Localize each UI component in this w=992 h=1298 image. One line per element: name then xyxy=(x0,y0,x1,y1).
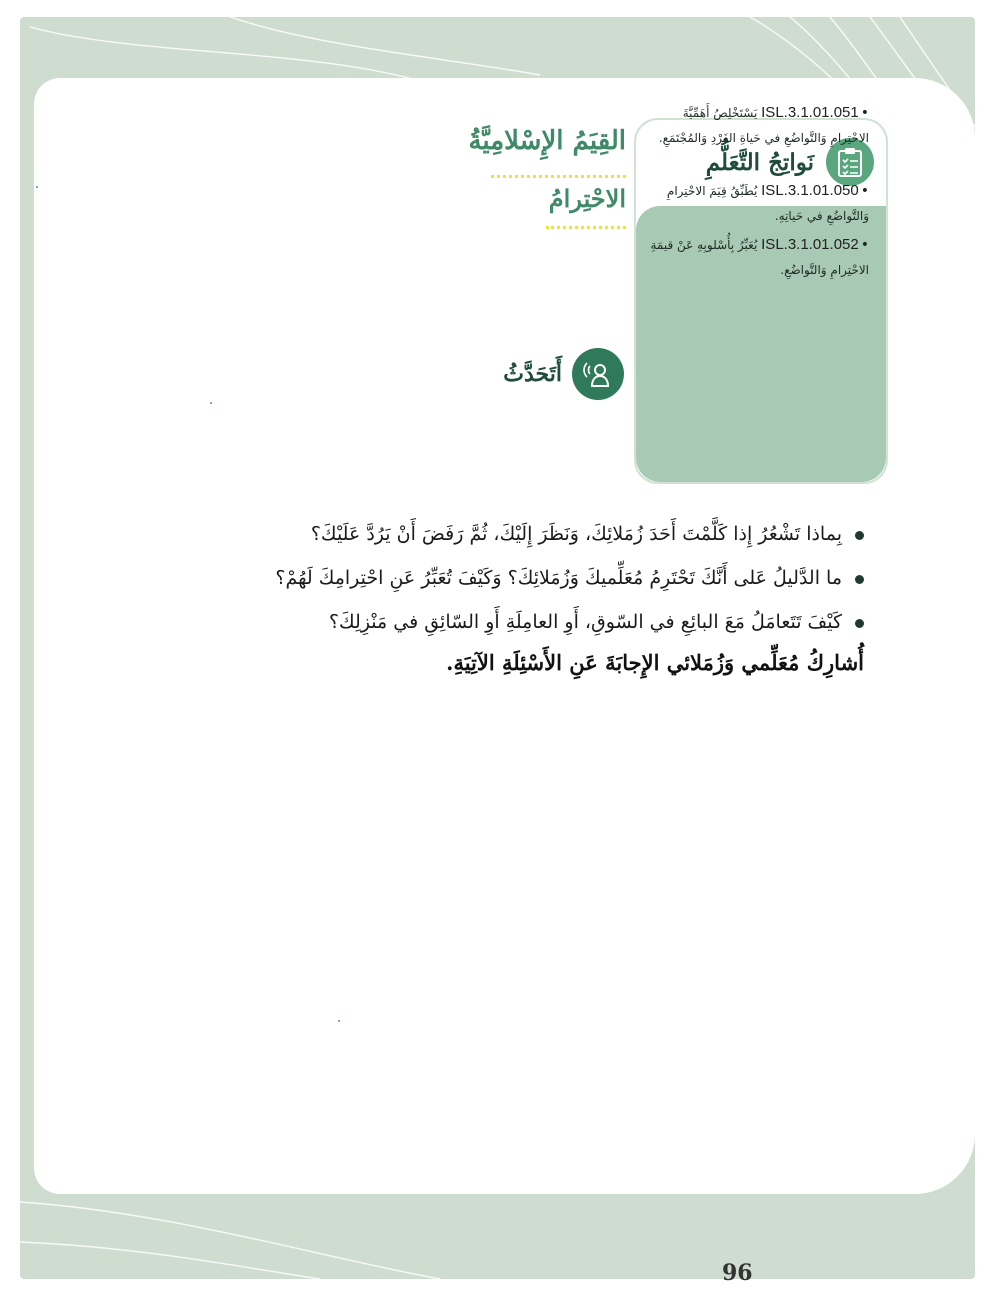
question-text: كَيْفَ تَتَعامَلُ مَعَ البائِعِ في السّوقِ، أَوِ العامِلَةِ أَوِ السّائِقِ في مَنْزِلِكَ؟ xyxy=(328,611,842,633)
speak-section-header xyxy=(503,348,624,400)
bullet xyxy=(855,575,864,584)
outcome-code: ISL.3.1.01.052 xyxy=(761,236,859,253)
scan-speck xyxy=(338,1020,340,1022)
speaking-person-icon xyxy=(572,348,624,400)
bullet xyxy=(855,619,864,628)
scan-speck xyxy=(210,402,212,404)
speak-label: أَتَحَدَّثُ xyxy=(503,361,562,387)
outcome-item xyxy=(644,100,869,151)
outcome-text: يُطَبِّقُ قِيَمَ الاحْتِرامِ وَالتَّواضُعِ في حَياتِهِ. xyxy=(666,184,869,223)
share-prompt: أُشارِكُ مُعَلِّمي وَزُمَلائي الإِجابَةَ عَنِ الأَسْئِلَةِ الآتِيَةِ. xyxy=(446,650,864,675)
outcomes-title: نَواتِجُ التَّعَلُّمِ xyxy=(705,148,814,176)
highlight-dots xyxy=(546,226,626,229)
bullet: • xyxy=(860,237,869,253)
lesson-title: الاحْتِرامُ xyxy=(548,184,626,213)
bullet xyxy=(855,531,864,540)
question-item xyxy=(164,556,864,600)
bullet: • xyxy=(860,183,869,199)
subject-title: القِيَمُ الإِسْلامِيَّةُ xyxy=(468,126,626,156)
page-number: 96 xyxy=(722,1260,753,1286)
outcome-code: ISL.3.1.01.050 xyxy=(761,182,859,199)
outcome-code: ISL.3.1.01.051 xyxy=(761,104,859,121)
discussion-questions xyxy=(164,512,864,644)
outcome-text: يَسْتَخْلِصُ أَهَمِّيَّةَ الاحْتِرامِ وَالتَّواضُعِ في حَياةِ الفَرْدِ وَالمُجْتَمَعِ. xyxy=(658,106,869,145)
scan-speck xyxy=(36,186,38,188)
highlight-dots xyxy=(491,175,626,178)
bullet: • xyxy=(860,105,869,121)
question-text: ما الدَّليلُ عَلى أَنَّكَ تَحْتَرِمُ مُعَلِّميكَ وَزُمَلائِكَ؟ وَكَيْفَ تُعَبِّرُ عَنِ احْتِرامِكَ لَهُمْ؟ xyxy=(275,567,842,589)
learning-outcomes-card xyxy=(634,118,888,484)
question-item xyxy=(164,512,864,556)
question-item xyxy=(164,600,864,644)
question-text: بِماذا تَشْعُرُ إِذا كَلَّمْتَ أَحَدَ زُمَلائِكَ، وَنَظَرَ إِلَيْكَ، ثُمَّ رَفَضَ أَنْ يَرُدَّ عَلَيْكَ؟ xyxy=(310,523,842,545)
outcome-item xyxy=(644,232,869,283)
outcome-text: يُعَبِّرُ بِأُسْلوبِهِ عَنْ قيمَةِ الاحْتِرامِ وَالتَّواضُعِ. xyxy=(650,238,869,277)
outcome-item xyxy=(644,178,869,229)
